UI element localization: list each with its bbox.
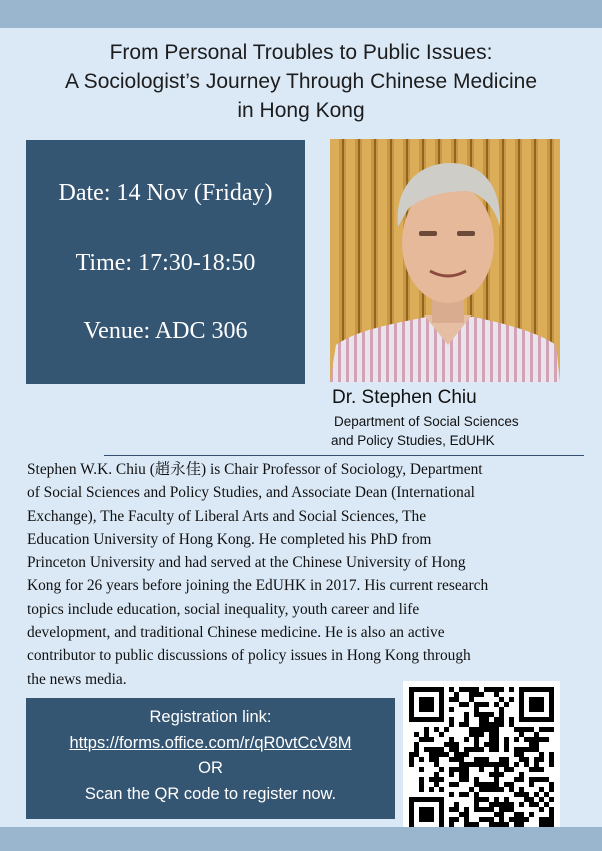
event-date: Date: 14 Nov (Friday) xyxy=(58,180,273,206)
speaker-portrait xyxy=(330,139,560,382)
speaker-dept-line-2: and Policy Studies, EdUHK xyxy=(331,433,495,448)
speaker-name: Dr. Stephen Chiu xyxy=(332,387,477,408)
registration-scan-text: Scan the QR code to register now. xyxy=(84,784,337,803)
speaker-department xyxy=(331,412,519,450)
bio-line: Stephen W.K. Chiu (趙永佳) is Chair Professor of Sociology, Department xyxy=(27,461,483,478)
event-title xyxy=(20,38,582,125)
speaker-photo xyxy=(330,139,560,382)
event-info-box xyxy=(26,140,305,384)
bio-line: Kong for 26 years before joining the EdUHK in 2017. His current research xyxy=(27,577,489,595)
title-line-1: From Personal Troubles to Public Issues: xyxy=(109,41,493,64)
speaker-dept-line-1: Department of Social Sciences xyxy=(334,414,519,429)
registration-or: OR xyxy=(198,759,223,777)
title-line-2: A Sociologist’s Journey Through Chinese Medicine xyxy=(65,70,537,93)
qr-code[interactable] xyxy=(403,681,560,838)
bio-line: Education University of Hong Kong. He completed his PhD from xyxy=(27,530,432,548)
bio-line: topics include education, social inequality, youth career and life xyxy=(27,600,420,618)
registration-box xyxy=(26,698,395,819)
bio-line: Princeton University and had served at the Chinese University of Hong xyxy=(27,554,466,572)
bio-line: Exchange), The Faculty of Liberal Arts and Social Sciences, The xyxy=(27,507,427,525)
speaker-bio xyxy=(27,458,587,691)
registration-link[interactable]: https://forms.office.com/r/qR0vtCcV8M xyxy=(69,733,352,752)
bio-line: the news media. xyxy=(27,670,127,688)
event-venue: Venue: ADC 306 xyxy=(83,318,248,344)
event-time: Time: 17:30-18:50 xyxy=(75,250,256,276)
qr-code-graphic xyxy=(403,681,560,838)
divider-line xyxy=(104,455,584,456)
bio-line: of Social Sciences and Policy Studies, and Associate Dean (International xyxy=(27,484,475,502)
bio-line: contributor to public discussions of policy issues in Hong Kong through xyxy=(27,647,471,665)
top-band xyxy=(0,0,602,28)
bio-line: development, and traditional Chinese medicine. He is also an active xyxy=(27,624,445,642)
title-line-3: in Hong Kong xyxy=(237,99,365,122)
registration-heading: Registration link: xyxy=(149,708,272,726)
bottom-band xyxy=(0,827,602,851)
